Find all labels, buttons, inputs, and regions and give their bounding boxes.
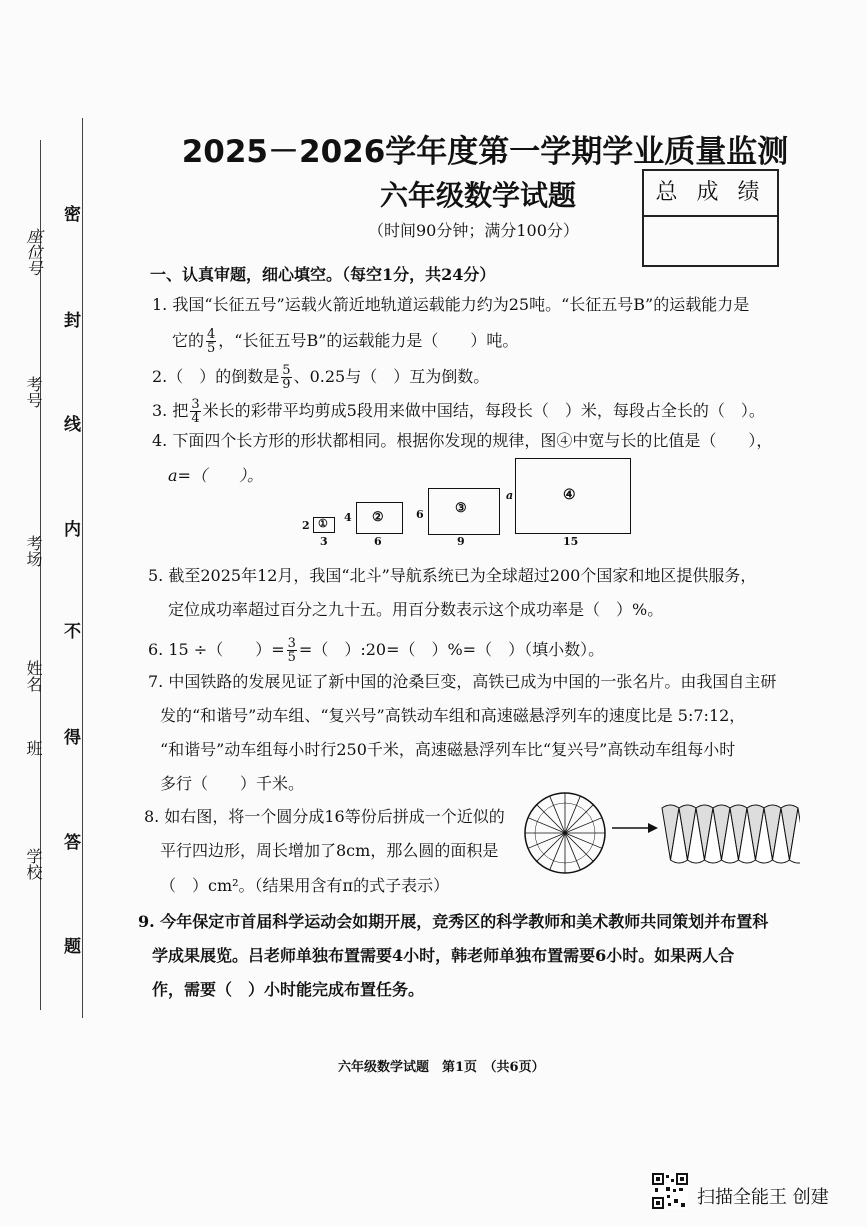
fraction: $\frac{3}{5}$ [287, 636, 296, 665]
fraction: $\frac{5}{9}$ [282, 363, 291, 392]
fraction: $\frac{3}{4}$ [191, 397, 200, 426]
question-7-line2: 发的“和谐号”动车组、“复兴号”高铁动车组和高速磁悬浮列车的速度比是 5:7:12， [160, 706, 746, 725]
rect3-height: 6 [416, 508, 424, 521]
rect4-height: a [506, 489, 514, 502]
question-7-line3: “和谐号”动车组每小时行250千米，高速磁悬浮列车比“复兴号”高铁动车组每小时 [160, 740, 736, 759]
rectangle-2: ② [356, 502, 403, 534]
school-label: 学校 [24, 848, 43, 880]
exam-title: 2025－2026学年度第一学期学业质量监测 [181, 134, 789, 170]
approx-parallelogram [662, 805, 800, 863]
seal-char: 得 [64, 728, 81, 748]
seal-char: 答 [64, 833, 81, 853]
question-8-line1: 8. 如右图，将一个圆分成16等份后拼成一个近似的 [144, 807, 505, 826]
seal-char: 线 [64, 415, 81, 435]
total-score-box [642, 169, 779, 267]
question-1-line1: 1. 我国“长征五号”运载火箭近地轨道运载能力约为25吨。“长征五号B”的运载能力是 [152, 295, 750, 314]
seal-char: 密 [64, 205, 81, 225]
question-8-line3: （ ）cm²。（结果用含有π的式子表示） [160, 876, 450, 895]
question-5-line1: 5. 截至2025年12月，我国“北斗”导航系统已为全球超过200个国家和地区提供服务， [148, 566, 757, 585]
scanner-watermark: 扫描全能王 创建 [697, 1187, 829, 1208]
seal-char: 封 [64, 311, 81, 331]
exam-subtitle: 六年级数学试题 [380, 179, 577, 212]
exam-room-label: 考场 [24, 535, 43, 567]
class-label: 班 [24, 740, 43, 756]
question-8-line2: 平行四边形，周长增加了8cm，那么圆的面积是 [160, 841, 499, 860]
name-label: 姓名 [24, 660, 43, 692]
binding-line-inner [82, 118, 83, 1018]
exam-number-label: 考号 [24, 376, 43, 408]
page-footer: 六年级数学试题 第1页 （共6页） [338, 1060, 545, 1075]
question-6: 6. 15 ÷（ ）= $\frac{3}{5}$ =（ ）:20=（ ）%=（ ）（填小数）。 [148, 636, 605, 665]
time-info: （时间90分钟；满分100分） [368, 221, 579, 240]
section-heading: 一、认真审题，细心填空。（每空1分，共24分） [150, 265, 496, 284]
rectangle-1: ① [313, 517, 335, 533]
question-5-line2: 定位成功率超过百分之九十五。用百分数表示这个成功率是（ ）%。 [168, 600, 664, 619]
circle-to-parallelogram-figure [520, 790, 800, 880]
qr-code-icon [652, 1173, 688, 1209]
rect2-height: 4 [344, 511, 352, 524]
rect1-width: 3 [320, 535, 328, 548]
rect3-width: 9 [457, 535, 465, 548]
total-score-field[interactable] [644, 217, 777, 265]
question-9-line2: 学成果展览。吕老师单独布置需要4小时，韩老师单独布置需要6小时。如果两人合 [152, 946, 735, 965]
seal-char: 不 [64, 622, 81, 642]
fraction: $\frac{4}{5}$ [207, 327, 216, 356]
rect4-width: 15 [563, 535, 579, 548]
rectangle-3: ③ [428, 488, 500, 535]
rect1-height: 2 [302, 519, 310, 532]
question-9-line3: 作，需要（ ）小时能完成布置任务。 [152, 980, 425, 999]
question-4-line2: a=（ ）。 [168, 466, 263, 485]
seal-char: 内 [64, 520, 81, 540]
total-score-label: 总 成 绩 [644, 171, 777, 217]
arrow-icon [612, 823, 658, 833]
question-7-line4: 多行（ ）千米。 [160, 774, 305, 793]
seal-char: 题 [64, 937, 81, 957]
question-7-line1: 7. 中国铁路的发展见证了新中国的沧桑巨变，高铁已成为中国的一张名片。由我国自主研 [148, 672, 777, 691]
question-3: 3. 把 $\frac{3}{4}$ 米长的彩带平均剪成5段用来做中国结，每段长（ ）米，每段占全长的（ ）。 [152, 397, 765, 426]
question-1-line2: 它的 $\frac{4}{5}$ ，“长征五号B”的运载能力是（ ）吨。 [172, 327, 519, 356]
divided-circle [525, 793, 605, 873]
question-2: 2.（ ）的倒数是 $\frac{5}{9}$ 、0.25与（ ）互为倒数。 [152, 363, 490, 392]
question-4-line1: 4. 下面四个长方形的形状都相同。根据你发现的规律，图④中宽与长的比值是（ ）， [152, 431, 773, 450]
question-9-line1: 9. 今年保定市首届科学运动会如期开展，竞秀区的科学教师和美术教师共同策划并布置科 [138, 912, 769, 931]
seat-number-label: 座位号 [24, 228, 43, 276]
rectangle-4: ④ [515, 458, 631, 534]
rect2-width: 6 [374, 535, 382, 548]
